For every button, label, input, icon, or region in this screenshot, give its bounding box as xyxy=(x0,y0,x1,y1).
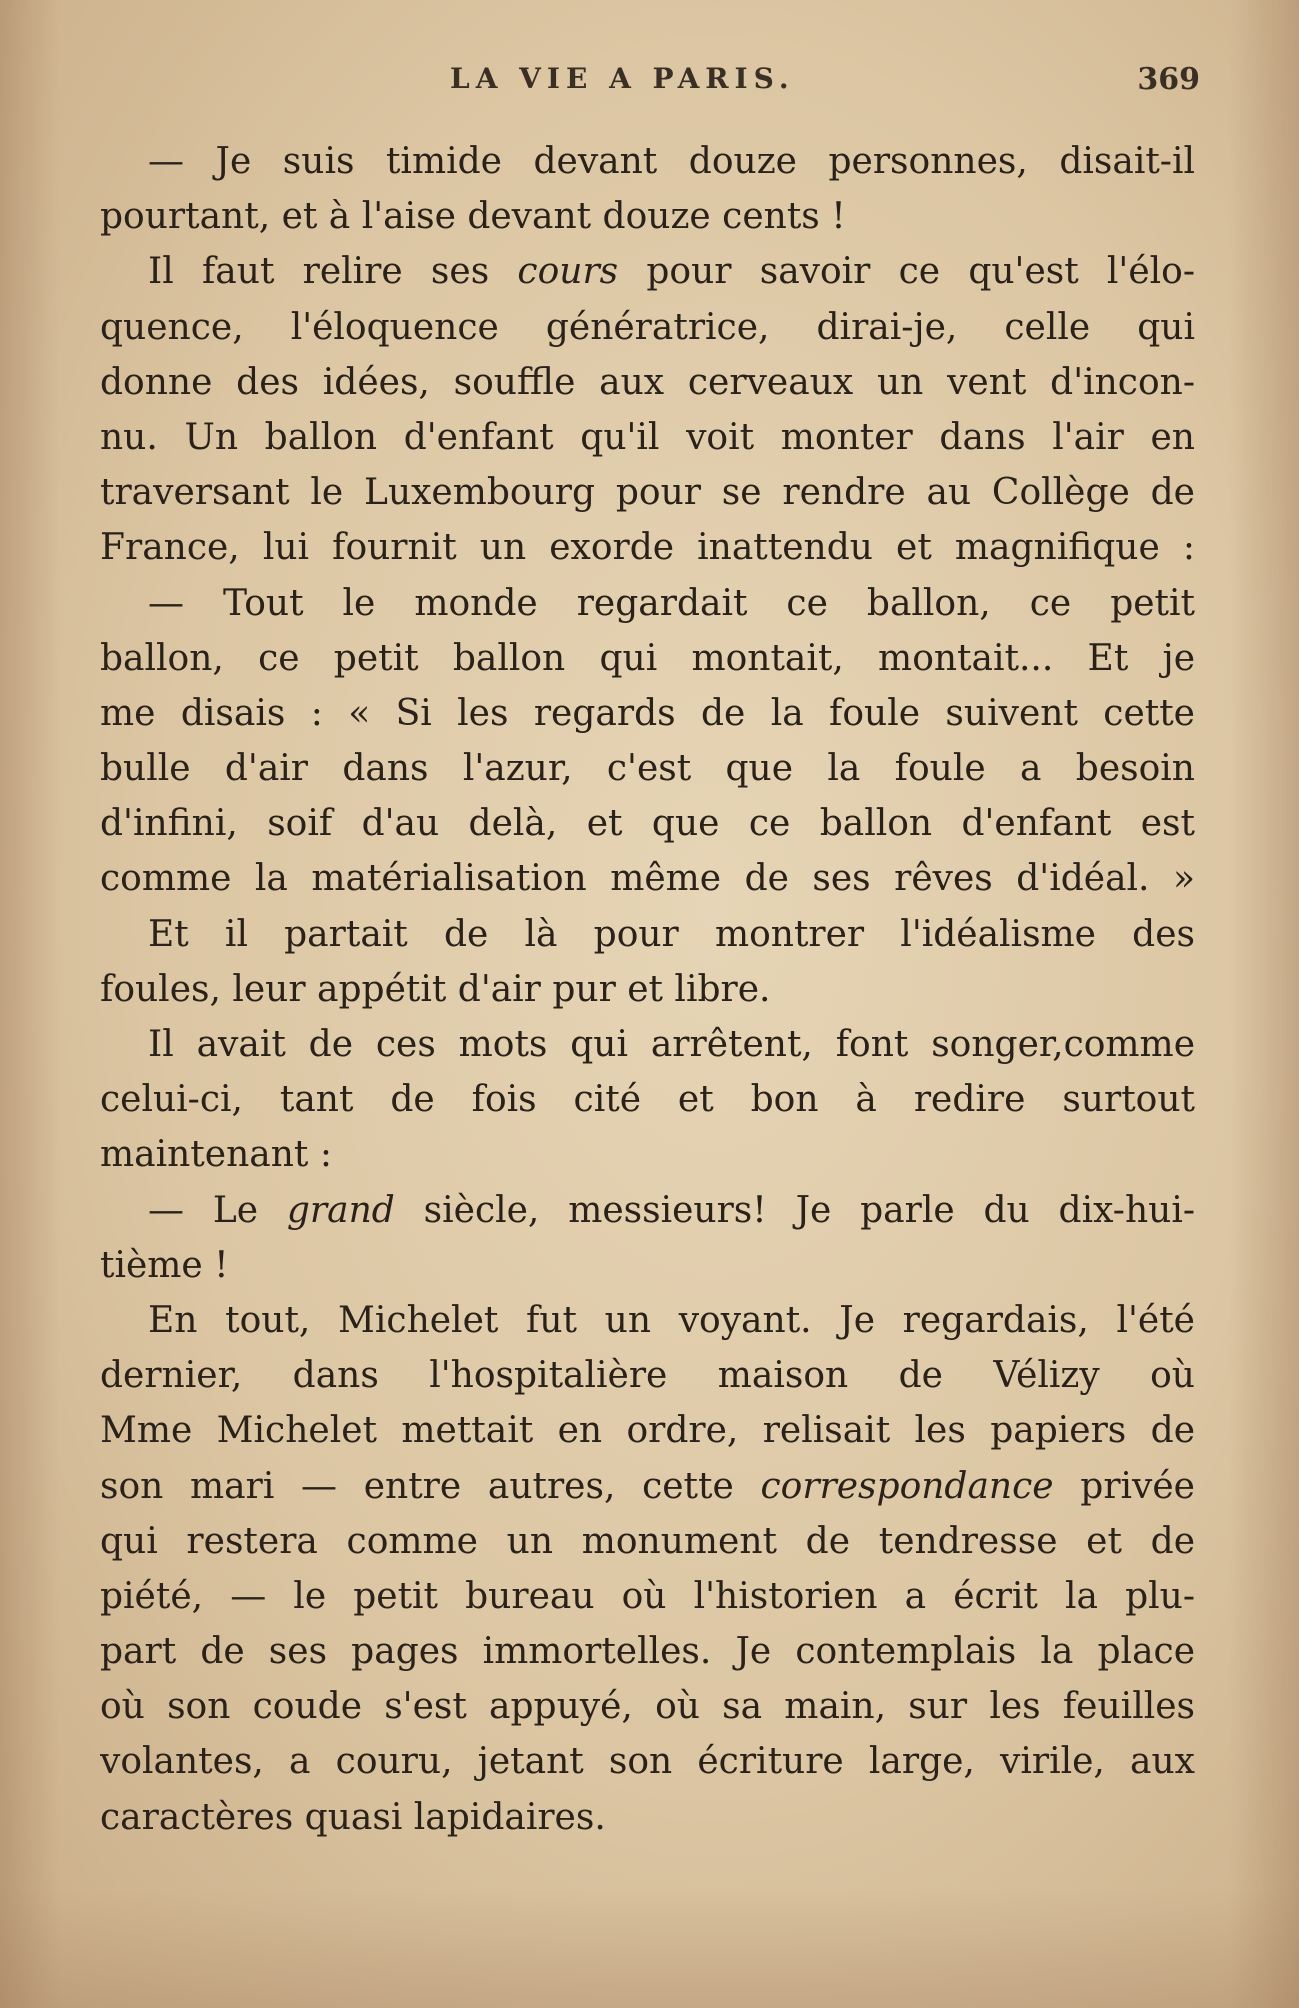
page-number: 369 xyxy=(1137,62,1200,97)
page-edge-shadow-right xyxy=(1229,0,1299,2008)
text-line: Il faut relire ses cours pour savoir ce qu'est l'élo- xyxy=(148,251,1195,293)
italic-word: cours xyxy=(517,251,619,293)
running-head xyxy=(100,62,1200,102)
text-line: part de ses pages immortelles. Je contemplais la place xyxy=(100,1631,1195,1673)
text-line: En tout, Michelet fut un voyant. Je regardais, l'été xyxy=(148,1299,1195,1341)
text-line: Il avait de ces mots qui arrêtent, font songer,comme xyxy=(148,1024,1195,1065)
text-line: dernier, dans l'hospitalière maison de Vélizy où xyxy=(100,1355,1195,1397)
text-line: France, lui fournit un exorde inattendu et magnifique : xyxy=(100,527,1195,569)
body-text xyxy=(100,134,1195,1845)
text-line: tième ! xyxy=(100,1244,229,1286)
page-edge-shadow-left xyxy=(0,0,60,2008)
text-line: comme la matérialisation même de ses rêves d'idéal. » xyxy=(100,858,1195,900)
text-line: caractères quasi lapidaires. xyxy=(100,1796,606,1838)
text-line: me disais : « Si les regards de la foule suivent cette xyxy=(100,692,1195,734)
italic-word: correspondance xyxy=(760,1465,1054,1507)
text-line: Et il partait de là pour montrer l'idéalisme des xyxy=(148,913,1195,955)
running-title: LA VIE A PARIS. xyxy=(450,62,795,95)
text-line: bulle d'air dans l'azur, c'est que la foule a besoin xyxy=(100,748,1195,790)
text-line: — Le grand siècle, messieurs! Je parle du dix-hui- xyxy=(148,1189,1195,1231)
text-line: qui restera comme un monument de tendresse et de xyxy=(100,1520,1195,1562)
page-edge-shadow-bottom xyxy=(0,1888,1299,2008)
text-line: ballon, ce petit ballon qui montait, montait... Et je xyxy=(100,637,1195,679)
text-line: son mari — entre autres, cette correspondance privée xyxy=(100,1465,1195,1507)
text-line: quence, l'éloquence génératrice, dirai-je, celle qui xyxy=(100,306,1195,348)
text-line: traversant le Luxembourg pour se rendre au Collège de xyxy=(100,472,1195,514)
text-line: nu. Un ballon d'enfant qu'il voit monter dans l'air en xyxy=(100,416,1195,458)
text-line: maintenant : xyxy=(100,1134,332,1176)
text-line: donne des idées, souffle aux cerveaux un vent d'incon- xyxy=(100,361,1195,403)
text-line: d'infini, soif d'au delà, et que ce ballon d'enfant est xyxy=(100,803,1195,845)
text-line: où son coude s'est appuyé, où sa main, sur les feuilles xyxy=(100,1686,1195,1728)
text-line: volantes, a couru, jetant son écriture large, virile, aux xyxy=(100,1741,1195,1783)
text-line: — Tout le monde regardait ce ballon, ce petit xyxy=(148,582,1195,624)
text-line: piété, — le petit bureau où l'historien a écrit la plu- xyxy=(100,1575,1195,1617)
text-line: pourtant, et à l'aise devant douze cents ! xyxy=(100,196,846,238)
text-line: Mme Michelet mettait en ordre, relisait les papiers de xyxy=(100,1410,1195,1452)
italic-word: grand xyxy=(286,1189,395,1231)
text-line: celui-ci, tant de fois cité et bon à redire surtout xyxy=(100,1079,1195,1121)
text-line: foules, leur appétit d'air pur et libre. xyxy=(100,968,771,1010)
text-line: — Je suis timide devant douze personnes, disait-il xyxy=(148,141,1195,182)
